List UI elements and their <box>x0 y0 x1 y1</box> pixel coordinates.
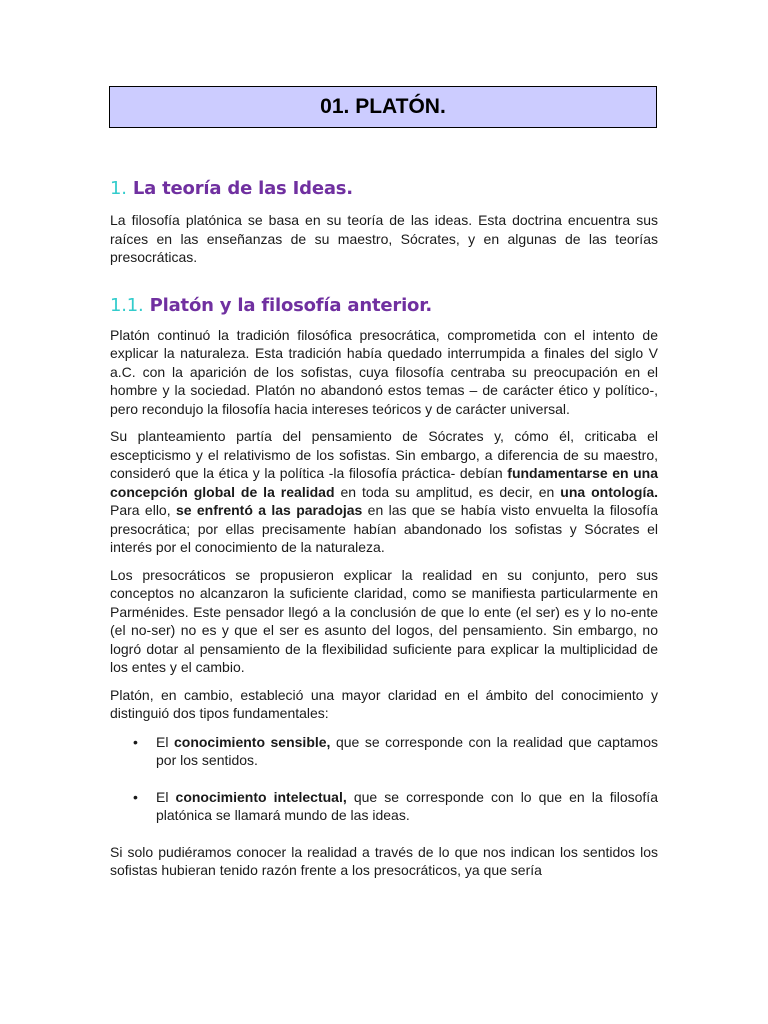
bold-text: se enfrentó a las paradojas <box>175 502 363 518</box>
text-run: que se corresponde con lo que en la filosofía platónica se llamará mundo de las ideas. <box>156 788 658 823</box>
list-item <box>156 788 658 825</box>
title-box <box>109 86 657 128</box>
list-item <box>156 733 658 770</box>
section-label: La teoría de las Ideas. <box>132 178 353 199</box>
bold-text: fundamentarse en una concepción global de la realidad <box>110 465 658 500</box>
bold-text: conocimiento intelectual, <box>175 788 347 805</box>
text-run: El <box>156 788 176 805</box>
document-title: 01. PLATÓN. <box>320 95 446 118</box>
section-number: 1. <box>110 178 127 199</box>
paragraph: Si solo pudiéramos conocer la realidad a través de lo que nos indican los sentidos los sofistas hubieran tenido razón frente a los presocráticos, ya que sería <box>110 843 658 878</box>
section-number: 1.1. <box>110 294 144 316</box>
bold-text: conocimiento sensible, <box>173 733 331 750</box>
document-body <box>110 178 658 880</box>
bold-text: una ontología. <box>560 483 659 500</box>
section-label: Platón y la filosofía anterior. <box>149 294 432 316</box>
paragraph: Platón, en cambio, estableció una mayor claridad en el ámbito del conocimiento y distinguió dos tipos fundamentales: <box>110 686 658 721</box>
text-run: en toda su amplitud, es decir, en <box>334 483 561 500</box>
paragraph <box>110 427 658 557</box>
text-run: que se corresponde con la realidad que captamos por los sentidos. <box>156 733 658 768</box>
text-run: en las que se había visto envuelta la filosofía presocrática; por ellas precisamente habían abandonado los sofistas y Sócrates el interés por el conocimiento de la naturaleza. <box>110 502 658 555</box>
section-heading-1-1 <box>110 295 658 316</box>
paragraph: Los presocráticos se propusieron explicar la realidad en su conjunto, pero sus conceptos no alcanzaron la suficiente claridad, como se manifiesta particularmente en Parménides. Este pensador llegó a la conclusión de que lo ente (el ser) es y lo no-ente (el no-ser) no es y que el ser es asunto del logos, del pensamiento. Sin embargo, no logró dotar al pensamiento de la flexibilidad suficiente para explicar la multiplicidad de los entes y el cambio. <box>110 566 658 675</box>
paragraph: Platón continuó la tradición filosófica presocrática, comprometida con el intento de explicar la naturaleza. Esta tradición había quedado interrumpida a finales del siglo V a.C. con la aparición de los sofistas, cuya filosofía centraba su preocupación en el hombre y la sociedad. Platón no abandonó estos temas – de carácter ético y político-, pero recondujo la filosofía hacia intereses teóricos y de carácter universal. <box>110 326 658 417</box>
text-run: El <box>156 733 174 750</box>
text-run: Para ello, <box>110 502 176 518</box>
paragraph: La filosofía platónica se basa en su teoría de las ideas. Esta doctrina encuentra sus raíces en las enseñanzas de su maestro, Sócrates, y en algunas de las teorías presocráticas. <box>110 212 658 265</box>
bullet-list <box>110 733 658 825</box>
section-heading-1 <box>110 178 658 199</box>
text-run: Su planteamiento partía del pensamiento de Sócrates y, cómo él, criticaba el escepticismo y el relativismo de los sofistas. Sin embargo, a diferencia de su maestro, consideró que la ética y la política -la filosofía práctica- debían <box>110 428 658 481</box>
